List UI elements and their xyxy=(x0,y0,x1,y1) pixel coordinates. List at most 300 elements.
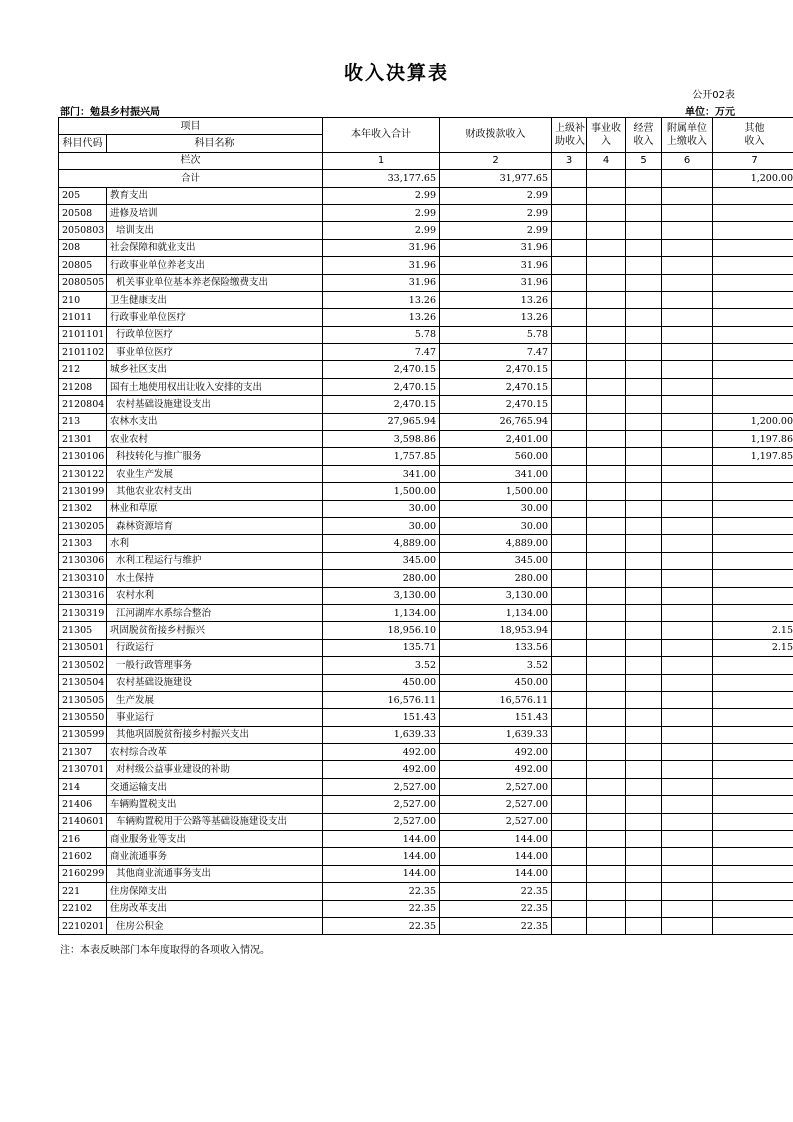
table-row xyxy=(59,431,793,448)
row-name: 培训支出 xyxy=(107,222,323,239)
row-affiliated xyxy=(662,813,713,830)
row-fiscal: 31.96 xyxy=(440,239,552,256)
row-name: 事业单位医疗 xyxy=(107,344,323,361)
row-affiliated xyxy=(662,900,713,917)
seq-3: 3 xyxy=(552,152,587,169)
row-business xyxy=(587,500,626,517)
row-total: 22.35 xyxy=(323,917,440,934)
row-name: 教育支出 xyxy=(107,187,323,204)
row-fiscal: 1,134.00 xyxy=(440,604,552,621)
table-row xyxy=(59,344,793,361)
row-code: 21406 xyxy=(59,796,107,813)
row-operating xyxy=(626,222,662,239)
row-operating xyxy=(626,778,662,795)
row-upper xyxy=(552,587,587,604)
table-row xyxy=(59,917,793,934)
row-total: 18,956.10 xyxy=(323,622,440,639)
seq-1: 1 xyxy=(323,152,440,169)
row-upper xyxy=(552,657,587,674)
form-number: 公开02表 xyxy=(692,90,735,101)
row-affiliated xyxy=(662,778,713,795)
row-operating xyxy=(626,639,662,656)
row-business xyxy=(587,883,626,900)
row-other xyxy=(713,883,793,900)
row-affiliated xyxy=(662,622,713,639)
row-upper xyxy=(552,639,587,656)
row-code: 2130310 xyxy=(59,570,107,587)
table-row xyxy=(59,744,793,761)
row-fiscal: 2,470.15 xyxy=(440,361,552,378)
row-total: 5.78 xyxy=(323,326,440,343)
row-business xyxy=(587,431,626,448)
row-total: 3,598.86 xyxy=(323,431,440,448)
total-affiliated xyxy=(662,170,713,187)
row-upper xyxy=(552,413,587,430)
row-name: 交通运输支出 xyxy=(107,778,323,795)
row-total: 27,965.94 xyxy=(323,413,440,430)
row-name: 商业流通事务 xyxy=(107,848,323,865)
row-operating xyxy=(626,239,662,256)
table-row xyxy=(59,761,793,778)
row-fiscal: 345.00 xyxy=(440,552,552,569)
row-other xyxy=(713,778,793,795)
row-name: 一般行政管理事务 xyxy=(107,657,323,674)
seq-label: 栏次 xyxy=(59,152,323,169)
row-fiscal: 151.43 xyxy=(440,709,552,726)
row-name: 卫生健康支出 xyxy=(107,291,323,308)
department-label: 部门：勉县乡村振兴局 xyxy=(60,107,160,118)
header-affiliated xyxy=(662,118,713,153)
row-operating xyxy=(626,813,662,830)
row-upper xyxy=(552,239,587,256)
row-fiscal: 26,765.94 xyxy=(440,413,552,430)
header-upper-subsidy-line1: 上级补 xyxy=(555,122,585,134)
row-business xyxy=(587,361,626,378)
row-total: 345.00 xyxy=(323,552,440,569)
row-other xyxy=(713,813,793,830)
row-other xyxy=(713,500,793,517)
row-business xyxy=(587,726,626,743)
row-operating xyxy=(626,378,662,395)
table-row xyxy=(59,204,793,221)
table-row xyxy=(59,413,793,430)
row-operating xyxy=(626,831,662,848)
row-name: 行政事业单位养老支出 xyxy=(107,257,323,274)
row-upper xyxy=(552,917,587,934)
row-affiliated xyxy=(662,431,713,448)
row-affiliated xyxy=(662,848,713,865)
row-operating xyxy=(626,570,662,587)
row-operating xyxy=(626,796,662,813)
row-other xyxy=(713,483,793,500)
row-affiliated xyxy=(662,378,713,395)
row-operating xyxy=(626,604,662,621)
row-upper xyxy=(552,604,587,621)
row-other xyxy=(713,309,793,326)
row-other xyxy=(713,865,793,882)
row-business xyxy=(587,587,626,604)
row-other xyxy=(713,204,793,221)
row-business xyxy=(587,309,626,326)
row-other xyxy=(713,552,793,569)
row-upper xyxy=(552,378,587,395)
row-operating xyxy=(626,691,662,708)
row-affiliated xyxy=(662,604,713,621)
row-fiscal: 7.47 xyxy=(440,344,552,361)
row-fiscal: 22.35 xyxy=(440,900,552,917)
row-name: 国有土地使用权出让收入安排的支出 xyxy=(107,378,323,395)
row-operating xyxy=(626,535,662,552)
row-business xyxy=(587,744,626,761)
table-row xyxy=(59,813,793,830)
row-name: 住房保障支出 xyxy=(107,883,323,900)
header-operating-line2: 收入 xyxy=(633,135,654,147)
row-code: 2130501 xyxy=(59,639,107,656)
row-other xyxy=(713,831,793,848)
row-total: 1,134.00 xyxy=(323,604,440,621)
row-affiliated xyxy=(662,257,713,274)
row-total: 341.00 xyxy=(323,465,440,482)
row-code: 21011 xyxy=(59,309,107,326)
row-code: 21208 xyxy=(59,378,107,395)
row-total: 22.35 xyxy=(323,883,440,900)
row-other xyxy=(713,674,793,691)
row-upper xyxy=(552,187,587,204)
row-code: 20805 xyxy=(59,257,107,274)
row-total: 2,527.00 xyxy=(323,778,440,795)
row-fiscal: 13.26 xyxy=(440,309,552,326)
row-business xyxy=(587,187,626,204)
row-other xyxy=(713,796,793,813)
row-total: 2,527.00 xyxy=(323,813,440,830)
row-business xyxy=(587,848,626,865)
row-other xyxy=(713,691,793,708)
row-business xyxy=(587,552,626,569)
total-row xyxy=(59,170,793,187)
row-name: 车辆购置税用于公路等基础设施建设支出 xyxy=(107,813,323,830)
row-affiliated xyxy=(662,761,713,778)
row-fiscal: 3.52 xyxy=(440,657,552,674)
row-code: 2130306 xyxy=(59,552,107,569)
row-code: 2210201 xyxy=(59,917,107,934)
table-row xyxy=(59,709,793,726)
row-other: 1,200.00 xyxy=(713,413,793,430)
total-business xyxy=(587,170,626,187)
row-operating xyxy=(626,622,662,639)
row-other xyxy=(713,744,793,761)
table-row xyxy=(59,274,793,291)
row-name: 农业生产发展 xyxy=(107,465,323,482)
row-fiscal: 22.35 xyxy=(440,917,552,934)
row-upper xyxy=(552,813,587,830)
row-code: 21305 xyxy=(59,622,107,639)
row-operating xyxy=(626,465,662,482)
row-operating xyxy=(626,361,662,378)
row-operating xyxy=(626,257,662,274)
row-fiscal: 144.00 xyxy=(440,831,552,848)
row-operating xyxy=(626,309,662,326)
row-upper xyxy=(552,222,587,239)
footnote: 注：本表反映部门本年度取得的各项收入情况。 xyxy=(60,945,270,956)
row-affiliated xyxy=(662,726,713,743)
row-upper xyxy=(552,726,587,743)
row-code: 21307 xyxy=(59,744,107,761)
row-upper xyxy=(552,848,587,865)
row-name: 农村综合改革 xyxy=(107,744,323,761)
row-business xyxy=(587,326,626,343)
row-affiliated xyxy=(662,535,713,552)
seq-5: 5 xyxy=(626,152,662,169)
table-row xyxy=(59,883,793,900)
row-total: 144.00 xyxy=(323,831,440,848)
row-other xyxy=(713,726,793,743)
header-operating xyxy=(626,118,662,153)
row-operating xyxy=(626,657,662,674)
row-business xyxy=(587,900,626,917)
row-total: 492.00 xyxy=(323,761,440,778)
row-total: 3,130.00 xyxy=(323,587,440,604)
row-operating xyxy=(626,448,662,465)
row-name: 江河湖库水系综合整治 xyxy=(107,604,323,621)
table-row xyxy=(59,500,793,517)
row-business xyxy=(587,222,626,239)
row-name: 对村级公益事业建设的补助 xyxy=(107,761,323,778)
row-business xyxy=(587,239,626,256)
row-total: 2,470.15 xyxy=(323,361,440,378)
table-row xyxy=(59,257,793,274)
row-other xyxy=(713,517,793,534)
row-total: 2.99 xyxy=(323,222,440,239)
row-affiliated xyxy=(662,187,713,204)
row-operating xyxy=(626,726,662,743)
row-business xyxy=(587,448,626,465)
header-upper-subsidy-line2: 助收入 xyxy=(555,135,585,147)
row-business xyxy=(587,483,626,500)
row-code: 20508 xyxy=(59,204,107,221)
row-name: 林业和草原 xyxy=(107,500,323,517)
table-row xyxy=(59,778,793,795)
row-total: 31.96 xyxy=(323,257,440,274)
row-name: 商业服务业等支出 xyxy=(107,831,323,848)
row-affiliated xyxy=(662,222,713,239)
table-row xyxy=(59,517,793,534)
row-code: 2130316 xyxy=(59,587,107,604)
row-affiliated xyxy=(662,396,713,413)
row-operating xyxy=(626,396,662,413)
row-total: 492.00 xyxy=(323,744,440,761)
row-operating xyxy=(626,413,662,430)
header-business xyxy=(587,118,626,153)
table-row xyxy=(59,622,793,639)
header-fiscal: 财政拨款收入 xyxy=(440,118,552,153)
row-total: 22.35 xyxy=(323,900,440,917)
table-row xyxy=(59,465,793,482)
row-fiscal: 31.96 xyxy=(440,274,552,291)
row-total: 135.71 xyxy=(323,639,440,656)
row-upper xyxy=(552,309,587,326)
row-upper xyxy=(552,552,587,569)
row-upper xyxy=(552,517,587,534)
total-amount: 33,177.65 xyxy=(323,170,440,187)
row-operating xyxy=(626,326,662,343)
row-affiliated xyxy=(662,552,713,569)
seq-2: 2 xyxy=(440,152,552,169)
row-fiscal: 144.00 xyxy=(440,848,552,865)
row-code: 2130505 xyxy=(59,691,107,708)
row-business xyxy=(587,535,626,552)
header-name: 科目名称 xyxy=(107,135,323,152)
row-other xyxy=(713,222,793,239)
row-affiliated xyxy=(662,570,713,587)
row-total: 2,527.00 xyxy=(323,796,440,813)
header-total: 本年收入合计 xyxy=(323,118,440,153)
row-other xyxy=(713,587,793,604)
row-upper xyxy=(552,778,587,795)
row-total: 7.47 xyxy=(323,344,440,361)
row-name: 农村基础设施建设 xyxy=(107,674,323,691)
header-business-line1: 事业收 xyxy=(591,122,621,134)
row-name: 住房公积金 xyxy=(107,917,323,934)
table-row xyxy=(59,639,793,656)
unit-label: 单位：万元 xyxy=(685,107,735,118)
row-total: 450.00 xyxy=(323,674,440,691)
row-name: 生产发展 xyxy=(107,691,323,708)
table-row xyxy=(59,691,793,708)
row-code: 2130502 xyxy=(59,657,107,674)
row-business xyxy=(587,257,626,274)
row-business xyxy=(587,917,626,934)
row-upper xyxy=(552,674,587,691)
row-code: 2130199 xyxy=(59,483,107,500)
row-operating xyxy=(626,587,662,604)
row-name: 森林资源培育 xyxy=(107,517,323,534)
row-upper xyxy=(552,396,587,413)
row-affiliated xyxy=(662,448,713,465)
table-row xyxy=(59,796,793,813)
row-upper xyxy=(552,361,587,378)
row-business xyxy=(587,778,626,795)
row-affiliated xyxy=(662,691,713,708)
row-other xyxy=(713,465,793,482)
row-affiliated xyxy=(662,831,713,848)
header-affiliated-line2: 上缴收入 xyxy=(667,135,707,147)
total-other: 1,200.00 xyxy=(713,170,793,187)
row-business xyxy=(587,413,626,430)
row-total: 1,757.85 xyxy=(323,448,440,465)
row-name: 社会保障和就业支出 xyxy=(107,239,323,256)
row-upper xyxy=(552,796,587,813)
row-affiliated xyxy=(662,709,713,726)
row-affiliated xyxy=(662,239,713,256)
row-other xyxy=(713,917,793,934)
row-code: 205 xyxy=(59,187,107,204)
row-affiliated xyxy=(662,744,713,761)
row-fiscal: 492.00 xyxy=(440,761,552,778)
table-row xyxy=(59,239,793,256)
row-fiscal: 30.00 xyxy=(440,517,552,534)
row-other xyxy=(713,361,793,378)
row-business xyxy=(587,691,626,708)
row-name: 水利工程运行与维护 xyxy=(107,552,323,569)
row-affiliated xyxy=(662,465,713,482)
row-name: 城乡社区支出 xyxy=(107,361,323,378)
table-row xyxy=(59,396,793,413)
row-fiscal: 30.00 xyxy=(440,500,552,517)
row-total: 30.00 xyxy=(323,517,440,534)
row-business xyxy=(587,291,626,308)
table-row xyxy=(59,657,793,674)
table-row xyxy=(59,831,793,848)
table-row xyxy=(59,535,793,552)
row-code: 21303 xyxy=(59,535,107,552)
row-total: 31.96 xyxy=(323,239,440,256)
row-business xyxy=(587,274,626,291)
row-name: 住房改革支出 xyxy=(107,900,323,917)
table-row xyxy=(59,674,793,691)
row-total: 2,470.15 xyxy=(323,396,440,413)
row-code: 2080505 xyxy=(59,274,107,291)
table-row xyxy=(59,448,793,465)
row-affiliated xyxy=(662,500,713,517)
row-operating xyxy=(626,274,662,291)
row-other xyxy=(713,291,793,308)
row-operating xyxy=(626,517,662,534)
row-business xyxy=(587,344,626,361)
row-other xyxy=(713,396,793,413)
table-row xyxy=(59,865,793,882)
row-other: 1,197.85 xyxy=(713,448,793,465)
header-row-1 xyxy=(59,118,793,135)
row-business xyxy=(587,604,626,621)
row-affiliated xyxy=(662,483,713,500)
row-business xyxy=(587,465,626,482)
row-fiscal: 31.96 xyxy=(440,257,552,274)
row-code: 2050803 xyxy=(59,222,107,239)
table-row xyxy=(59,378,793,395)
row-operating xyxy=(626,848,662,865)
total-upper xyxy=(552,170,587,187)
row-operating xyxy=(626,883,662,900)
table-row xyxy=(59,552,793,569)
row-affiliated xyxy=(662,517,713,534)
row-fiscal: 5.78 xyxy=(440,326,552,343)
row-total: 280.00 xyxy=(323,570,440,587)
row-fiscal: 3,130.00 xyxy=(440,587,552,604)
row-upper xyxy=(552,483,587,500)
seq-4: 4 xyxy=(587,152,626,169)
row-code: 212 xyxy=(59,361,107,378)
row-operating xyxy=(626,709,662,726)
row-fiscal: 280.00 xyxy=(440,570,552,587)
row-affiliated xyxy=(662,639,713,656)
row-operating xyxy=(626,917,662,934)
row-business xyxy=(587,396,626,413)
row-operating xyxy=(626,204,662,221)
row-other xyxy=(713,709,793,726)
seq-7: 7 xyxy=(713,152,793,169)
row-other xyxy=(713,604,793,621)
row-code: 216 xyxy=(59,831,107,848)
row-name: 事业运行 xyxy=(107,709,323,726)
row-upper xyxy=(552,326,587,343)
row-operating xyxy=(626,483,662,500)
income-table xyxy=(58,117,793,935)
row-other xyxy=(713,535,793,552)
row-code: 2120804 xyxy=(59,396,107,413)
row-operating xyxy=(626,865,662,882)
row-other xyxy=(713,239,793,256)
header-other xyxy=(713,118,793,153)
